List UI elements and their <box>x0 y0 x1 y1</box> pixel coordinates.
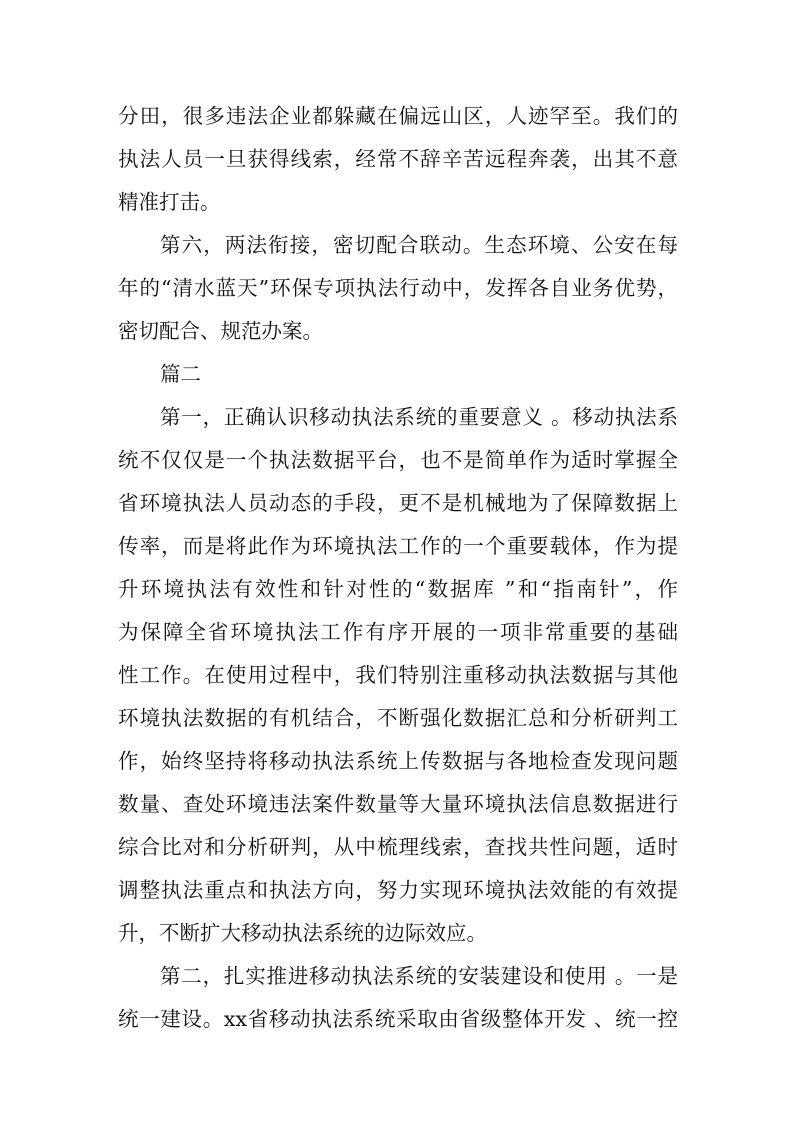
text-line: 性工作。在使用过程中，我们特别注重移动执法数据与其他 <box>118 663 678 687</box>
text-line: 执法人员一旦获得线索，经常不辞辛苦远程奔袭，出其不意 <box>118 147 678 171</box>
paragraph-first-line: 第一，正确认识移动执法系统的重要意义 。移动执法系 <box>160 405 678 429</box>
text-line: 省环境执法人员动态的手段，更不是机械地为了保障数据上 <box>118 491 678 515</box>
text-line: 升，不断扩大移动执法系统的边际效应。 <box>118 921 487 945</box>
text-line: 数量、查处环境违法案件数量等大量环境执法信息数据进行 <box>118 792 678 816</box>
text-line: 分田，很多违法企业都躲藏在偏远山区，人迹罕至。我们的 <box>118 104 678 128</box>
text-line: 统一建设。xx省移动执法系统采取由省级整体开发 、统一控 <box>118 1007 678 1031</box>
paragraph-first-line: 第六，两法衔接，密切配合联动。生态环境、公安在每 <box>160 233 678 257</box>
text-line: 密切配合、规范办案。 <box>118 319 323 343</box>
text-line: 传率，而是将此作为环境执法工作的一个重要载体，作为提 <box>118 534 678 558</box>
section-heading: 篇二 <box>160 362 201 386</box>
text-line: 精准打击。 <box>118 190 221 214</box>
text-line: 环境执法数据的有机结合，不断强化数据汇总和分析研判工 <box>118 706 678 730</box>
text-line: 升环境执法有效性和针对性的“数据库 ”和“指南针”，作 <box>118 577 678 601</box>
text-line: 为保障全省环境执法工作有序开展的一项非常重要的基础 <box>118 620 678 644</box>
text-line: 作，始终坚持将移动执法系统上传数据与各地检查发现问题 <box>118 749 678 773</box>
text-line: 统不仅仅是一个执法数据平台，也不是简单作为适时掌握全 <box>118 448 678 472</box>
text-line: 年的“清水蓝天”环保专项执法行动中，发挥各自业务优势， <box>118 276 678 300</box>
paragraph-first-line: 第二，扎实推进移动执法系统的安装建设和使用 。一是 <box>160 964 678 988</box>
text-line: 调整执法重点和执法方向，努力实现环境执法效能的有效提 <box>118 878 678 902</box>
text-line: 综合比对和分析研判，从中梳理线索，查找共性问题，适时 <box>118 835 678 859</box>
